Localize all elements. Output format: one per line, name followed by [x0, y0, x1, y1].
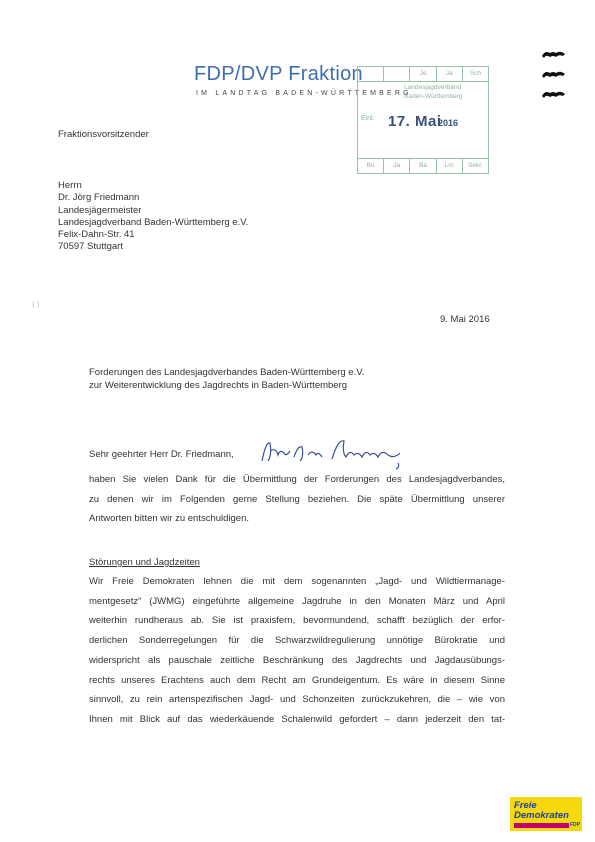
paragraph-line: derlichen Sonderregelungen für die Schwarzwildregulierung unnötige Bürokratie und: [89, 635, 505, 647]
logo-line: Freie: [514, 800, 537, 811]
stamp-cell: Ba: [410, 159, 436, 173]
sender-role: Fraktionsvorsitzender: [58, 129, 149, 140]
paragraph-line: zu denen wir im Folgenden gerne Stellung beziehen. Die späte Übermittlung unserer: [89, 493, 505, 505]
subject-block: [89, 366, 364, 392]
stamp-cell: Je: [410, 67, 436, 81]
paragraph-line: Antworten bitten wir zu entschuldigen.: [89, 513, 250, 525]
stamp-cell: Ja: [437, 67, 463, 81]
paragraph-line: weiterhin rundheraus ab. Sie ist praxisfern, bevormundend, schafft bezüglich der erfor-: [89, 615, 505, 627]
fold-mark: ( ): [32, 300, 40, 309]
stamp-bottom-row: [358, 158, 488, 173]
stamp-cell: Ja: [384, 159, 410, 173]
lion-icon: [541, 68, 567, 80]
body-paragraph: [89, 572, 505, 730]
freie-demokraten-logo: [510, 797, 582, 831]
lion-icon: [541, 48, 567, 60]
lion-icon: [541, 88, 567, 100]
address-line: Landesjagdverband Baden-Württemberg e.V.: [58, 216, 249, 228]
stamp-top-row: [358, 67, 488, 82]
fraktion-logo-subtitle: IM LANDTAG BADEN-WÜRTTEMBERG: [196, 90, 412, 97]
stamp-org-line: Baden-Württemberg: [404, 93, 463, 100]
address-line: Felix-Dahn-Str. 41: [58, 229, 135, 241]
letter-date: 9. Mai 2016: [440, 314, 490, 325]
paragraph-line: haben Sie vielen Dank für die Übermittlung der Forderungen des Landesjagdverbandes,: [89, 474, 505, 485]
stamp-cell: Bü: [358, 159, 384, 173]
paragraph-line: rechts unseres Erachtens auch dem Recht am Grundeigentum. Es wäre in diesem Sinne: [89, 674, 505, 686]
logo-line: Demokraten: [514, 810, 569, 821]
fraktion-logo: FDP/DVP Fraktion: [194, 63, 363, 85]
stamp-organization: [404, 83, 484, 101]
stamp-cell: Sekr.: [468, 162, 483, 169]
stamp-einl-label: Einl.: [361, 115, 375, 122]
paragraph-line: Ihnen mit Blick auf das wiederkäuende Schalenwild gefordert – dann jederzeit den tat-: [89, 713, 505, 725]
section-heading: Störungen und Jagdzeiten: [89, 557, 200, 568]
subject-line: Forderungen des Landesjagdverbandes Baden-Württemberg e.V.: [89, 367, 365, 378]
recipient-address: [58, 180, 248, 254]
coat-of-arms-icon: [541, 48, 567, 108]
address-line: Dr. Jörg Friedmann: [58, 192, 140, 204]
subject-line: zur Weiterentwicklung des Jagdrechts in Baden-Württemberg: [89, 380, 348, 391]
address-line: 70597 Stuttgart: [58, 241, 123, 253]
stamp-org-line: Landesjagdverband: [404, 84, 462, 91]
address-line: Landesjägermeister: [58, 204, 142, 216]
stamp-cell: Lm: [437, 159, 463, 173]
paragraph-line: widerspricht als pauschale zeitliche Beschränkung des Jagdrechts und Jagdausübungs-: [89, 654, 505, 666]
paragraph-line: mentgesetz“ (JWMG) eingeführte allgemeine Jagdruhe in den Monaten März und April: [89, 595, 505, 607]
paragraph-line: sinnvoll, zu rein artenspezifischen Jagd- und Schonzeiten zurückzukehren, die – wie von: [89, 694, 505, 706]
stamp-cell: [384, 67, 410, 81]
received-stamp: [357, 66, 489, 174]
address-line: Herrn: [58, 180, 82, 191]
paragraph-line: Wir Freie Demokraten lehnen die mit dem sogenannten „Jagd- und Wildtiermanage-: [89, 576, 505, 587]
stamp-cell: [358, 67, 384, 81]
stamp-date: 17. Mai: [388, 113, 442, 130]
salutation: Sehr geehrter Herr Dr. Friedmann,: [89, 449, 234, 460]
handwritten-signature: [258, 435, 408, 471]
logo-tag: FDP: [570, 822, 580, 828]
logo-bar: [514, 823, 569, 828]
intro-paragraph: [89, 470, 505, 529]
stamp-year: 2016: [438, 118, 459, 128]
stamp-cell: Sch: [469, 70, 482, 77]
